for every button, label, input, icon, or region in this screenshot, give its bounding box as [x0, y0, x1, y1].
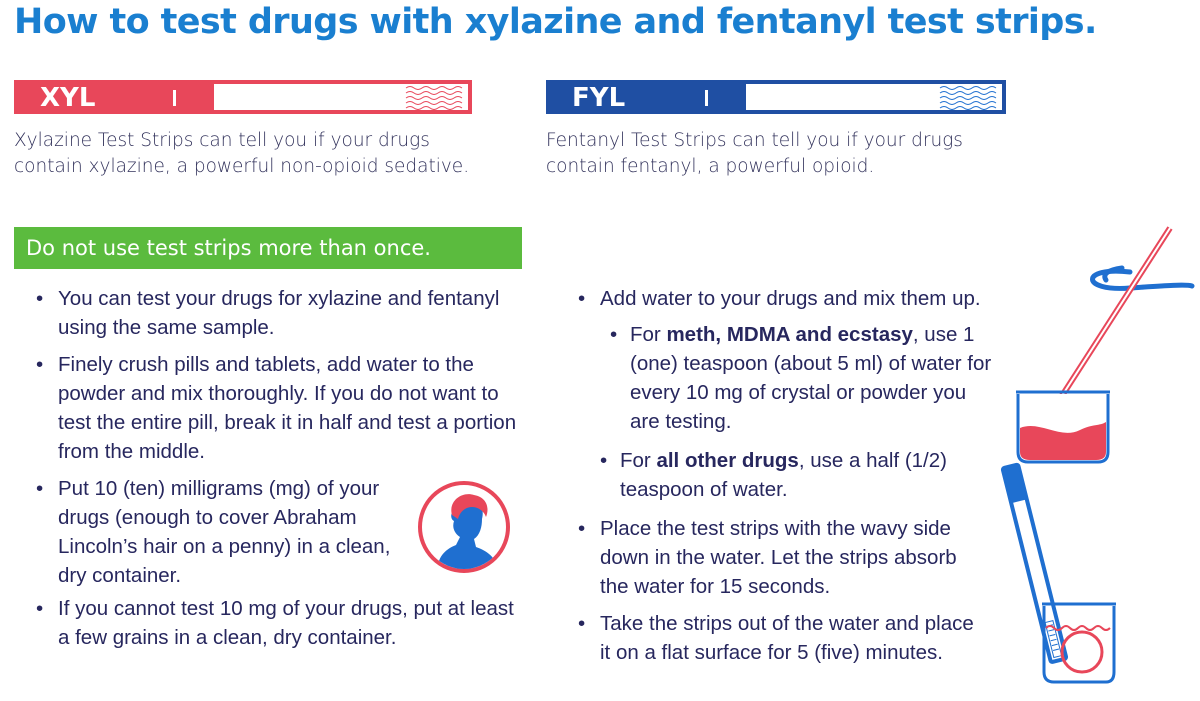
sub-list [600, 320, 996, 504]
fentanyl-strip-graphic [546, 80, 1006, 114]
left-steps-list [34, 284, 534, 660]
strip-in-water-icon [990, 456, 1116, 692]
list-item: • Place the test strips with the wavy side down in the water. Let the strips absorb the water for 15 seconds. [576, 514, 980, 601]
list-item: • Add water to your drugs and mix them up. • For meth, MDMA and ecstasy, use 1 (one) teaspoon (about 5 ml) of water for every 10 mg of crystal or powder you are testing. • For all other drugs, use a half (1/2) teaspoon of water. [576, 284, 996, 504]
list-item: • If you cannot test 10 mg of your drugs, put at least a few grains in a clean, dry container. [34, 594, 528, 652]
stir-container-icon [1010, 226, 1196, 466]
fentanyl-strip-code: FYL [550, 84, 746, 110]
list-item: • Take the strips out of the water and place it on a flat surface for 5 (five) minutes. [576, 609, 980, 667]
sub-item-meth: • For meth, MDMA and ecstasy, use 1 (one) teaspoon (about 5 ml) of water for every 10 mg of crystal or powder you are testing. [610, 323, 992, 433]
list-item: • Put 10 (ten) milligrams (mg) of your drugs (enough to cover Abraham Lincoln’s hair on a penny) in a clean, dry container. [34, 474, 398, 590]
fentanyl-description: Fentanyl Test Strips can tell you if your drugs contain fentanyl, a powerful opioid. [546, 130, 963, 177]
wavy-pattern-icon [404, 84, 468, 110]
warning-banner: Do not use test strips more than once. [14, 227, 522, 269]
xylazine-strip-code: XYL [18, 84, 214, 110]
penny-lincoln-icon [416, 477, 512, 577]
sub-item-other: • For all other drugs, use a half (1/2) teaspoon of water. [600, 449, 947, 501]
xylazine-strip-graphic [14, 80, 472, 114]
list-item: • You can test your drugs for xylazine and fentanyl using the same sample. [34, 284, 528, 342]
page-title: How to test drugs with xylazine and fentanyl test strips. [14, 2, 1097, 42]
right-steps-list [576, 284, 996, 675]
wavy-pattern-icon [938, 84, 1002, 110]
list-item: • Finely crush pills and tablets, add water to the powder and mix thoroughly. If you do not want to test the entire pill, break it in half and test a portion from the middle. [34, 350, 528, 466]
xylazine-description: Xylazine Test Strips can tell you if your drugs contain xylazine, a powerful non-opioid sedative. [14, 130, 470, 177]
